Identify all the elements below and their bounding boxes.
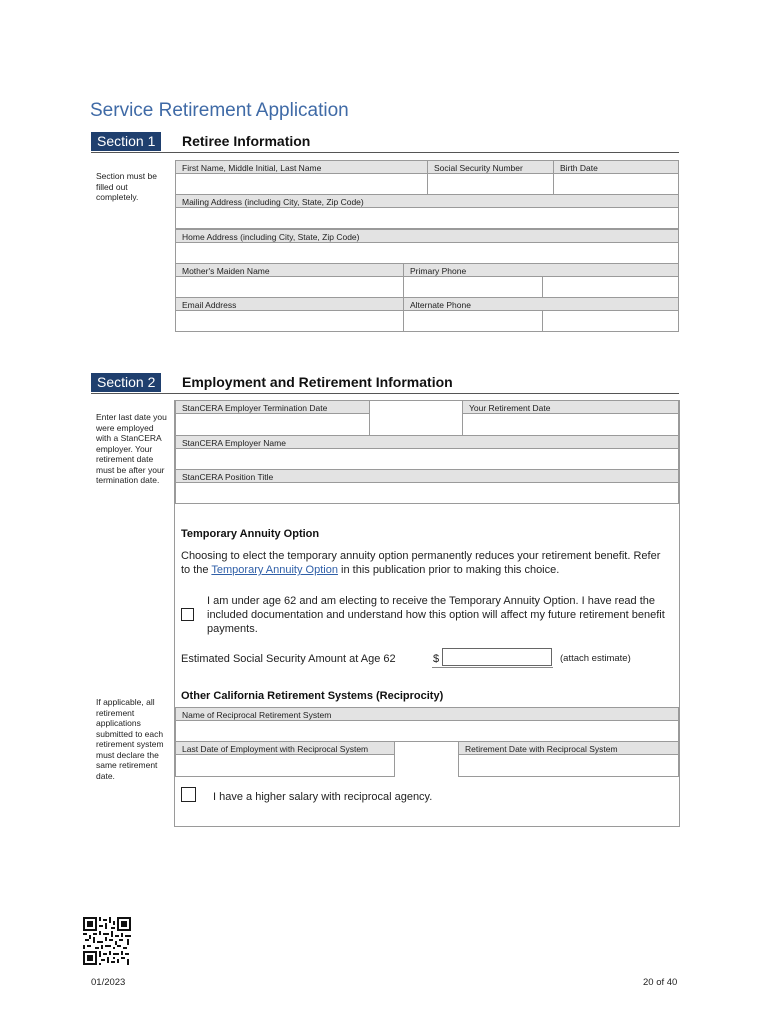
email-label: Email Address (175, 297, 404, 311)
reciprocal-last-date-input[interactable] (175, 754, 395, 777)
primary-phone-input[interactable] (403, 276, 543, 298)
alternate-phone-ext-input[interactable] (542, 310, 679, 332)
annuity-link[interactable]: Temporary Annuity Option (211, 564, 338, 576)
employer-name-input[interactable] (175, 448, 679, 470)
primary-phone-ext-input[interactable] (542, 276, 679, 298)
ss-amount-label: Estimated Social Security Amount at Age 62 (181, 653, 396, 665)
attach-estimate-note: (attach estimate) (560, 653, 631, 664)
reciprocal-last-date-label: Last Date of Employment with Reciprocal System (175, 741, 395, 755)
reciprocal-retirement-date-input[interactable] (458, 754, 679, 777)
dollar-sign: $ (433, 653, 440, 665)
home-address-label: Home Address (including City, State, Zip Code) (175, 229, 679, 243)
page-title: Service Retirement Application (90, 100, 349, 121)
qr-code-graphic (83, 917, 131, 965)
birth-date-input[interactable] (553, 173, 679, 195)
alternate-phone-input[interactable] (403, 310, 543, 332)
mailing-address-label: Mailing Address (including City, State, Zip Code) (175, 194, 679, 208)
ss-amount-input[interactable] (442, 648, 552, 666)
ssn-input[interactable] (427, 173, 554, 195)
annuity-checkbox-label: I am under age 62 and am electing to receive the Temporary Annuity Option. I have read the included documentation and understand how this option will affect my future retirement benefit payments. (207, 595, 665, 635)
annuity-heading: Temporary Annuity Option (181, 528, 320, 540)
annuity-text-after: in this publication prior to making this choice. (337, 564, 560, 576)
retirement-date-label: Your Retirement Date (462, 400, 679, 414)
retirement-date-input[interactable] (462, 413, 679, 436)
reciprocal-system-input[interactable] (175, 720, 679, 742)
maiden-name-input[interactable] (175, 276, 404, 298)
name-label: First Name, Middle Initial, Last Name (175, 160, 428, 174)
section-1-note: Section must be filled out completely. (96, 171, 157, 202)
ssn-label: Social Security Number (427, 160, 554, 174)
reciprocal-retirement-date-label: Retirement Date with Reciprocal System (458, 741, 679, 755)
primary-phone-label: Primary Phone (403, 263, 679, 277)
annuity-checkbox[interactable] (181, 608, 194, 621)
qr-code (83, 917, 131, 965)
name-input[interactable] (175, 173, 428, 195)
email-input[interactable] (175, 310, 404, 332)
annuity-text-before: Choosing to elect the temporary annuity option permanently reduces your retirement benefit. Refer to the (181, 550, 661, 576)
home-address-input[interactable] (175, 242, 679, 264)
higher-salary-checkbox[interactable] (181, 787, 196, 802)
section-1-tag: Section 1 (91, 132, 161, 151)
higher-salary-label: I have a higher salary with reciprocal agency. (213, 791, 433, 803)
section-2-heading: Employment and Retirement Information (182, 374, 453, 390)
maiden-name-label: Mother's Maiden Name (175, 263, 404, 277)
footer-page-number: 20 of 40 (643, 977, 678, 988)
section-2-note: Enter last date you were employed with a StanCERA employer. Your retirement date must be after your termination date. (96, 412, 167, 485)
employer-name-label: StanCERA Employer Name (175, 435, 679, 449)
birth-date-label: Birth Date (553, 160, 679, 174)
position-title-input[interactable] (175, 482, 679, 504)
alternate-phone-label: Alternate Phone (403, 297, 679, 311)
reciprocity-note: If applicable, all retirement applications submitted to each retirement system must declare the same retirement date. (96, 697, 164, 781)
ss-amount-underline (432, 667, 553, 668)
section-1-heading: Retiree Information (182, 133, 311, 149)
termination-date-input[interactable] (175, 413, 370, 436)
section-2-tag: Section 2 (91, 373, 161, 392)
termination-date-label: StanCERA Employer Termination Date (175, 400, 370, 414)
reciprocal-system-label: Name of Reciprocal Retirement System (175, 707, 679, 721)
mailing-address-input[interactable] (175, 207, 679, 229)
section-1-rule (91, 152, 679, 153)
reciprocity-heading: Other California Retirement Systems (Reciprocity) (181, 690, 444, 702)
section-2-rule (91, 393, 679, 394)
annuity-description (181, 549, 661, 577)
footer-date: 01/2023 (91, 977, 126, 988)
position-title-label: StanCERA Position Title (175, 469, 679, 483)
